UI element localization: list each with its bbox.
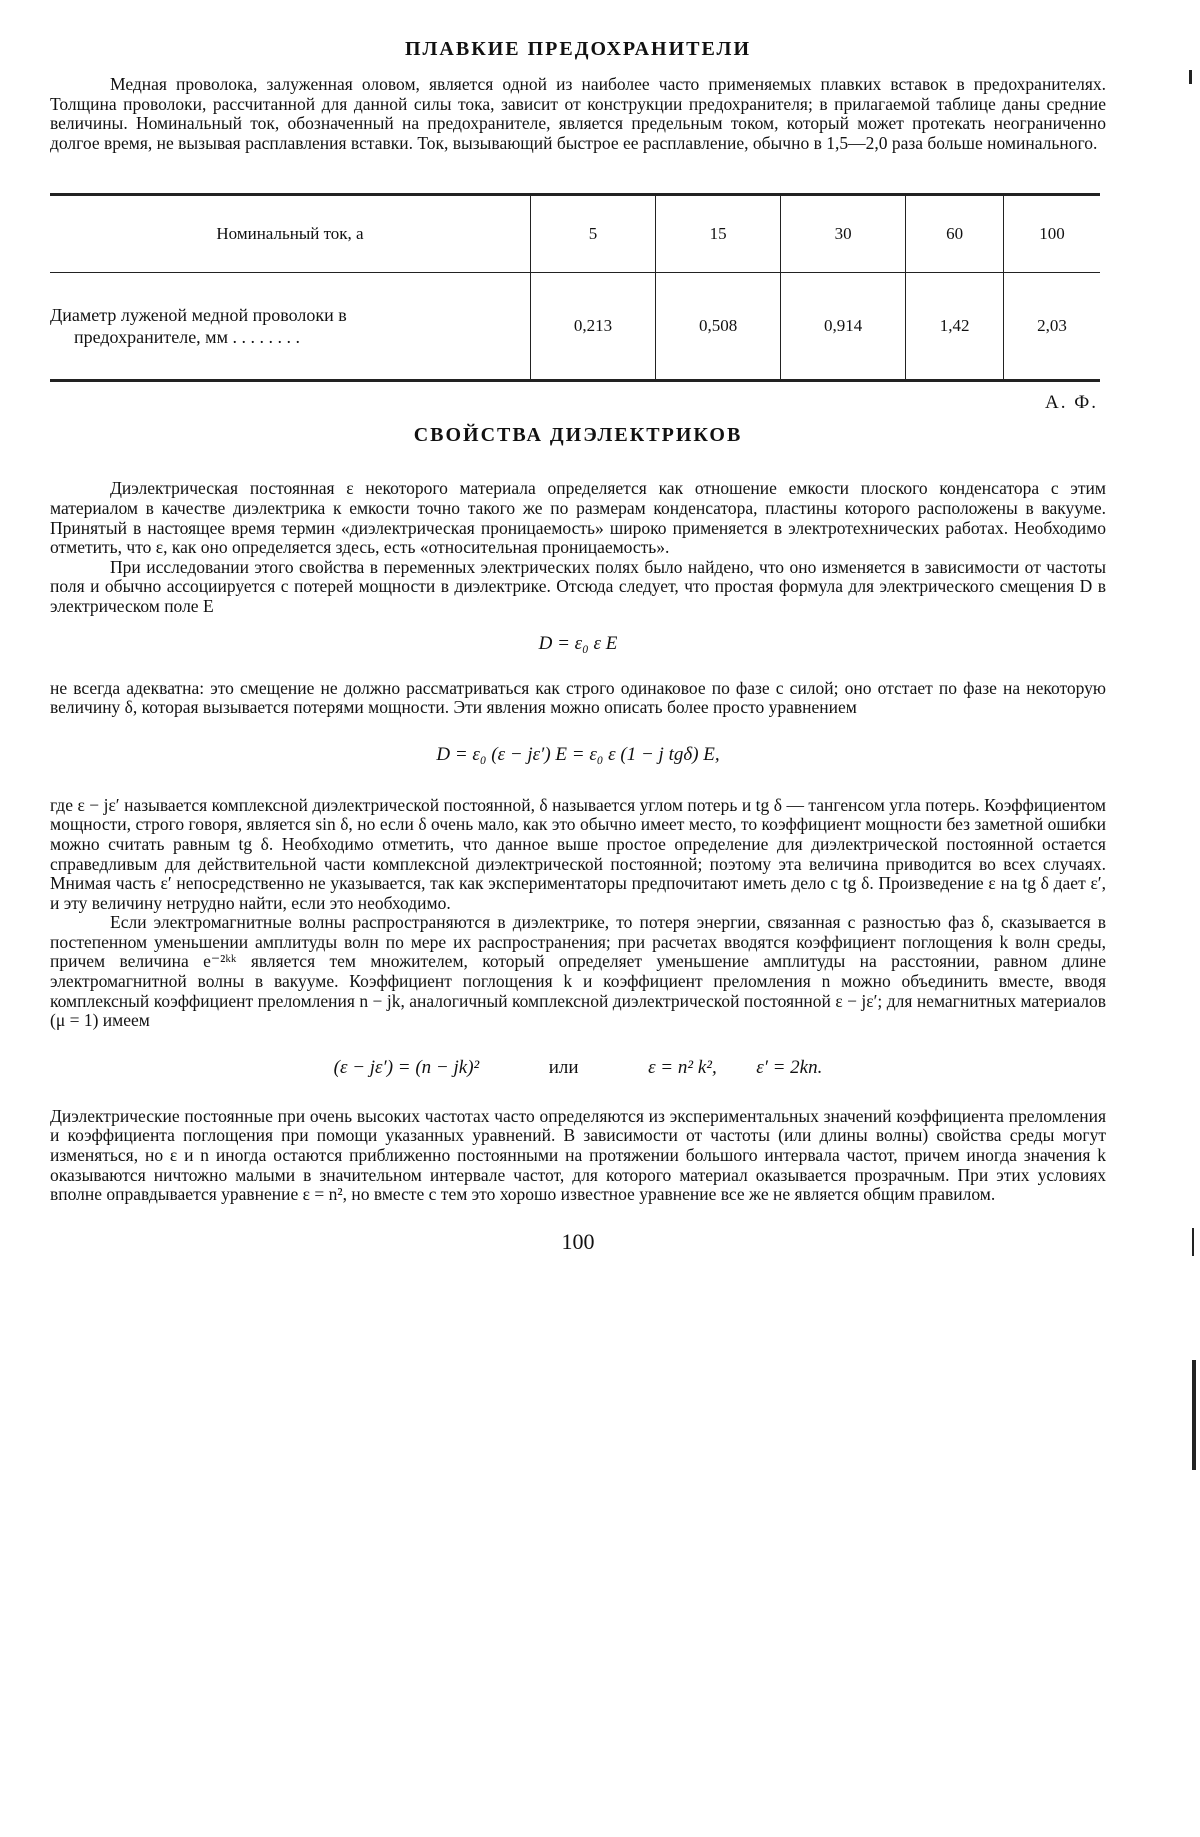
scan-edge-mark-top: [1189, 70, 1192, 84]
formula-displacement: D = ε₀ ε E: [538, 632, 618, 654]
author-signature: А. Ф.: [1045, 392, 1098, 414]
dielectrics-paragraph-6: Диэлектрические постоянные при очень высоких частотах часто определяются из экспериментальных значений коэффициента преломления и коэффициента поглощения при помощи указанных уравнений. В зависимости от частоты (или длины волны) свойства среды могут изменяться, но ε и n иногда остаются приближенно постоянными на протяжении большого интервала частот, причем иногда значения k оказываются ничтожно малыми в значительном интервале частот, для которого материал оказывается прозрачным. При этих условиях вполне оправдывается уравнение ε = n², но вместе с тем это хорошо известное уравнение все же не является общим правилом.: [50, 1105, 1106, 1205]
table-header-cell: 30: [781, 195, 906, 273]
dielectrics-paragraph-5: Если электромагнитные волны распространяются в диэлектрике, то потеря энергии, связанная с разностью фаз δ, сказывается в постепенном уменьшении амплитуды волн по мере их распространения; при расчетах вводятся коэффициент поглощения k волн среды, причем величина e⁻²ᵏᵏ является тем множителем, который определяет уменьшение амплитуды на расстоянии, равном длине электромагнитной волны в вакууме. Коэффициент поглощения k и коэффициент преломления n можно объединить вместе, вводя комплексный коэффициент преломления n − jk, аналогичный комплексной диэлектрической постоянной ε − jε′; для немагнитных материалов (μ = 1) имеем: [50, 912, 1106, 1031]
table-row-label: [50, 273, 531, 381]
section-title-dielectrics: СВОЙСТВА ДИЭЛЕКТРИКОВ: [413, 424, 743, 447]
page-number: 100: [561, 1228, 595, 1254]
table-header-cell: 5: [531, 195, 656, 273]
formula-refraction-part-a: (ε − jε′) = (n − jk)²: [333, 1056, 480, 1078]
formula-refraction-part-c: ε′ = 2kn.: [756, 1056, 823, 1078]
fuse-wire-table: [50, 193, 1100, 382]
scan-edge-mark-bottom: [1192, 1360, 1196, 1470]
table-cell: 0,914: [781, 273, 906, 381]
table-header-cell: 15: [656, 195, 781, 273]
dielectrics-paragraph-4: где ε − jε′ называется комплексной диэлектрической постоянной, δ называется углом потерь и tg δ — тангенсом угла потерь. Коэффициентом мощности, строго говоря, является sin δ, но если δ очень мало, как это обычно имеет место, то коэффициент мощности без заметной ошибки можно считать равным tg δ. Необходимо отметить, что данное выше простое определение для диэлектрической постоянной остается справедливым для действительной части комплексной диэлектрической постоянной; поэтому эта величина приводится во всех случаях. Мнимая часть ε′ непосредственно не указывается, так как экспериментаторы предпочитают иметь дело с tg δ. Произведение ε на tg δ дает ε′, и эту величину нетрудно найти, если это необходимо.: [50, 794, 1106, 913]
dielectrics-paragraph-2: При исследовании этого свойства в переменных электрических полях было найдено, что оно изменяется в зависимости от частоты поля и обычно ассоциируется с потерей мощности в диэлектрике. Отсюда следует, что простая формула для электрического смещения D в электрическом поле E: [50, 556, 1106, 616]
table-header-row: [50, 195, 1100, 273]
table-header-cell: 100: [1004, 195, 1100, 273]
table-row-label-line1: Диаметр луженой медной проволоки в: [50, 305, 347, 326]
table-cell: 2,03: [1004, 273, 1100, 381]
formula-refraction: [50, 1057, 1106, 1079]
section-title-fuses: ПЛАВКИЕ ПРЕДОХРАНИТЕЛИ: [404, 38, 752, 60]
formula-complex-displacement: D = ε₀ (ε − jε′) E = ε₀ ε (1 − j tgδ) E,: [436, 743, 720, 765]
table-row: [50, 273, 1100, 381]
table-row-label-line2: предохранителе, мм . . . . . . . .: [74, 327, 300, 348]
table-cell: 0,213: [531, 273, 656, 381]
table-header-cell: 60: [906, 195, 1004, 273]
table-header-label: Номинальный ток, а: [216, 224, 364, 244]
dielectrics-paragraph-1: Диэлектрическая постоянная ε некоторого материала определяется как отношение емкости плоского конденсатора с этим материалом в качестве диэлектрика к емкости точно такого же по размерам конденсатора, пластины которого расположены в вакууме. Принятый в настоящее время термин «диэлектрическая проницаемость» широко применяется в электротехнических работах. Необходимо отметить, что ε, как оно определяется здесь, есть «относительная проницаемость».: [50, 478, 1106, 558]
table-cell: 0,508: [656, 273, 781, 381]
dielectrics-paragraph-3: не всегда адекватна: это смещение не должно рассматриваться как строго одинаковое по фазе с силой; оно отстает по фазе на некоторую величину δ, которая вызывается потерями мощности. Эти явления можно описать более просто уравнением: [50, 677, 1106, 718]
document-page: [50, 38, 1106, 1255]
fuses-paragraph: Медная проволока, залуженная оловом, является одной из наиболее часто применяемых плавких вставок в предохранителях. Толщина проволоки, рассчитанной для данной силы тока, зависит от конструкции предохранителя; в прилагаемой таблице даны средние величины. Номинальный ток, обозначенный на предохранителе, является предельным током, который может протекать неограниченно долгое время, не вызывая расплавления вставки. Ток, вызывающий быстрое ее расплавление, обычно в 1,5—2,0 раза больше номинального.: [50, 74, 1106, 153]
formula-refraction-part-b: ε = n² k²,: [648, 1056, 717, 1078]
scan-edge-mark-middle: [1192, 1228, 1194, 1256]
table-cell: 1,42: [906, 273, 1004, 381]
formula-refraction-or: или: [548, 1056, 579, 1078]
